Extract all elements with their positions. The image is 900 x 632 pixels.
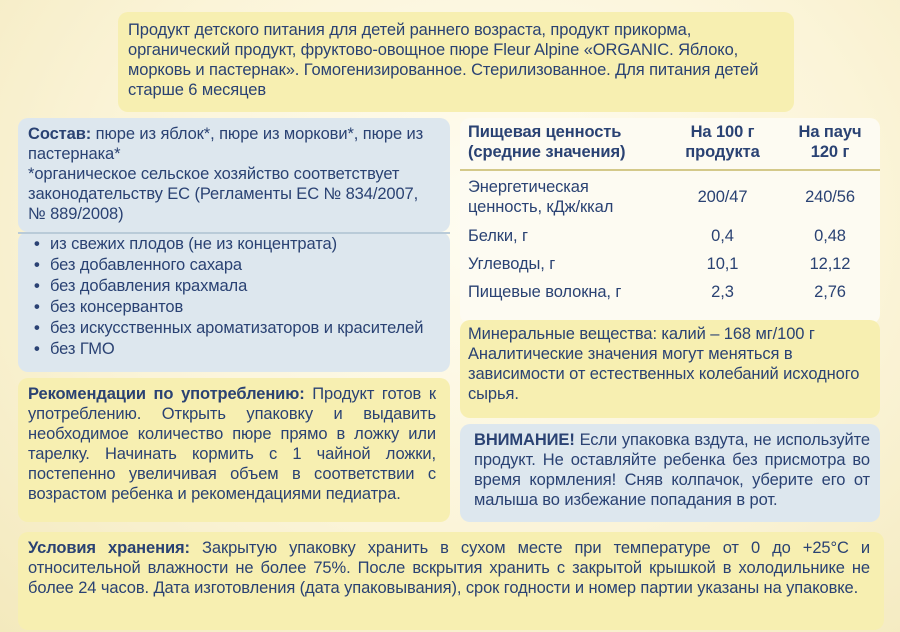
bullet-icon: • — [34, 319, 40, 337]
nutrition-header-row — [460, 118, 880, 170]
header-text: На 100 г — [690, 123, 755, 141]
recommendations-panel — [18, 378, 450, 522]
composition-note: *органическое сельское хозяйство соответствует законодательству ЕС (Регламенты ЕС № 834/2007, № 889/2008) — [28, 165, 419, 223]
nutrient-perpack: 2,76 — [814, 283, 846, 301]
composition-ingredients: пюре из яблок*, пюре из моркови*, пюре из пастернака* — [28, 125, 424, 163]
storage-text — [28, 538, 870, 598]
list-item — [28, 297, 440, 318]
nutrition-header-name — [460, 118, 665, 170]
nutrient-name: Пищевые волокна, г — [468, 283, 622, 301]
header-text: Пищевая ценность — [468, 123, 622, 141]
warning-label: ВНИМАНИЕ! — [474, 431, 575, 449]
table-row — [460, 170, 880, 222]
feature-text: без добавления крахмала — [50, 277, 248, 295]
minerals-text: Минеральные вещества: калий – 168 мг/100 г Аналитические значения могут меняться в зависимости от естественных колебаний исходного сырья. — [468, 325, 860, 403]
product-description-text: Продукт детского питания для детей раннего возраста, продукт прикорма, органический продукт, фруктово-овощное пюре Fleur Alpine «ORGANIC. Яблоко, морковь и пастернак». Гомогенизированное. Стерилизованное. Для питания детей старше 6 месяцев — [128, 21, 759, 99]
nutrient-per100: 10,1 — [706, 255, 739, 273]
nutrition-panel — [460, 118, 880, 324]
nutrient-per100: 0,4 — [711, 227, 734, 245]
recommendations-text — [28, 384, 436, 504]
bullet-icon: • — [34, 256, 40, 274]
list-item — [28, 318, 440, 339]
composition-text — [28, 124, 440, 164]
header-text: (средние значения) — [468, 143, 626, 161]
storage-label: Условия хранения: — [28, 539, 190, 557]
storage-panel — [18, 532, 884, 630]
header-text: 120 г — [810, 143, 850, 161]
list-item — [28, 234, 440, 255]
list-item — [28, 255, 440, 276]
warning-body: Если упаковка вздута, не используйте продукт. Не оставляйте ребенка без присмотра во время кормления! Сняв колпачок, уберите его от малыша во избежание попадания в рот. — [474, 431, 870, 509]
nutrient-name: Углеводы, г — [468, 255, 556, 273]
table-row — [460, 250, 880, 278]
warning-text — [474, 430, 870, 510]
feature-text: без искусственных ароматизаторов и красителей — [50, 319, 424, 337]
nutrition-header-per100 — [665, 118, 780, 170]
minerals-panel — [460, 320, 880, 418]
nutrient-perpack: 240/56 — [805, 187, 855, 206]
nutrient-per100: 2,3 — [711, 283, 734, 301]
composition-label: Состав: — [28, 125, 92, 143]
list-item — [28, 339, 440, 360]
warning-panel — [460, 424, 880, 522]
nutrient-perpack: 12,12 — [809, 255, 851, 273]
list-item — [28, 276, 440, 297]
header-text: На пауч — [798, 123, 862, 141]
feature-text: без консервантов — [50, 298, 184, 316]
recommendations-label: Рекомендации по употреблению: — [28, 385, 305, 403]
bullet-icon: • — [34, 235, 40, 253]
nutrient-perpack: 0,48 — [814, 227, 846, 245]
nutrient-per100: 200/47 — [697, 187, 748, 206]
recommendations-body: Продукт готов к употреблению. Открыть упаковку и выдавить необходимое количество пюре прямо в ложку или тарелку. Начинать кормить с 1 чайной ложки, постепенно увеличивая объем в соответствии с возрастом ребенка и рекомендациями педиатра. — [28, 385, 436, 503]
nutrient-name — [460, 170, 665, 222]
product-description-panel — [118, 12, 794, 112]
storage-body: Закрытую упаковку хранить в сухом месте при температуре от 0 до +25°С и относительной влажности не более 75%. После вскрытия хранить с закрытой крышкой в холодильнике не более 24 часов. Дата изготовления (дата упаковывания), срок годности и номер партии указаны на упаковке. — [28, 539, 870, 597]
bullet-icon: • — [34, 298, 40, 316]
bullet-icon: • — [34, 340, 40, 358]
features-panel — [18, 232, 450, 372]
composition-panel — [18, 118, 450, 232]
nutrition-header-perpack — [780, 118, 880, 170]
feature-text: из свежих плодов (не из концентрата) — [50, 235, 337, 253]
table-row — [460, 278, 880, 306]
nutrient-name-line: Энергетическая — [468, 177, 589, 196]
feature-text: без добавленного сахара — [50, 256, 243, 274]
header-text: продукта — [685, 143, 760, 161]
table-row — [460, 222, 880, 250]
feature-text: без ГМО — [50, 340, 115, 358]
bullet-icon: • — [34, 277, 40, 295]
features-list — [28, 234, 440, 360]
nutrition-table — [460, 118, 880, 306]
nutrient-name: Белки, г — [468, 227, 528, 245]
nutrient-name-line: ценность, кДж/ккал — [468, 197, 614, 216]
